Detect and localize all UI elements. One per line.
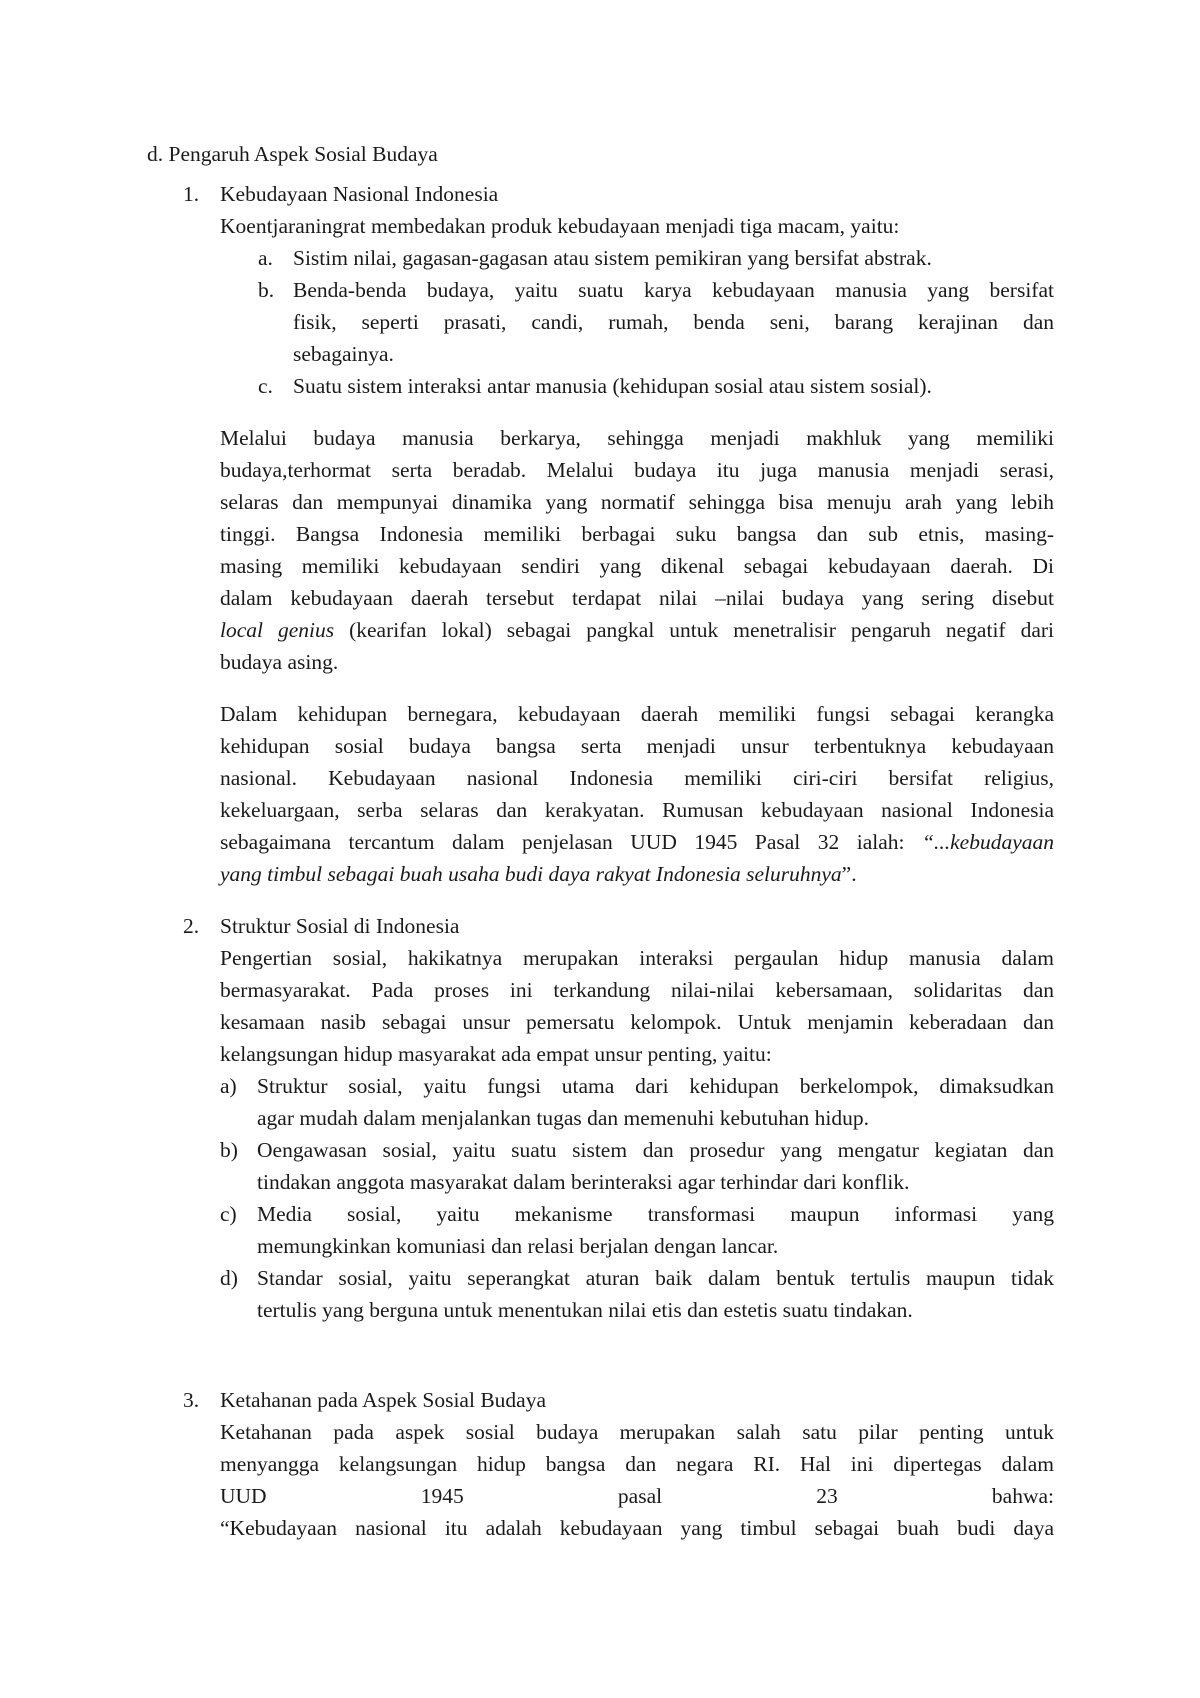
quote-text: yang timbul sebagai buah usaha budi daya rakyat Indonesia seluruhnya <box>220 862 842 886</box>
paragraph-line: “Kebudayaan nasional itu adalah kebudayaan yang timbul sebagai buah budi daya <box>220 1516 1054 1540</box>
subitem-label: d) <box>220 1266 238 1290</box>
subitem-line: Suatu sistem interaksi antar manusia (kehidupan sosial atau sistem sosial). <box>293 374 932 398</box>
item-intro-1: Koentjaraningrat membedakan produk kebudayaan menjadi tiga macam, yaitu: <box>220 214 900 238</box>
item-number-1: 1. <box>183 182 200 206</box>
subitem-line: tertulis yang berguna untuk menentukan nilai etis dan estetis suatu tindakan. <box>257 1298 913 1322</box>
subitem-label: c. <box>258 374 273 398</box>
subitem-line: fisik, seperti prasati, candi, rumah, benda seni, barang kerajinan dan <box>293 310 1054 334</box>
item-title-2: Struktur Sosial di Indonesia <box>220 914 460 938</box>
quote-start: “...kebudayaan <box>922 830 1054 854</box>
subitem-line: tindakan anggota masyarakat dalam berinteraksi agar terhindar dari konflik. <box>257 1170 910 1194</box>
subitem-label: c) <box>220 1202 237 1226</box>
quote-end: ”. <box>841 862 857 886</box>
subitem-line: Sistim nilai, gagasan-gagasan atau sistem pemikiran yang bersifat abstrak. <box>293 246 932 270</box>
paragraph-line: masing memiliki kebudayaan sendiri yang dikenal sebagai kebudayaan daerah. Di <box>220 554 1054 578</box>
paragraph-line: nasional. Kebudayaan nasional Indonesia memiliki ciri-ciri bersifat religius, <box>220 766 1054 790</box>
item-title-3: Ketahanan pada Aspek Sosial Budaya <box>220 1388 546 1412</box>
paragraph-text: sebagaimana tercantum dalam penjelasan UUD 1945 Pasal 32 ialah: <box>220 830 923 854</box>
paragraph-line: kekeluargaan, serba selaras dan kerakyatan. Rumusan kebudayaan nasional Indonesia <box>220 798 1054 822</box>
paragraph-line: Melalui budaya manusia berkarya, sehingga menjadi makhluk yang memiliki <box>220 426 1054 450</box>
subitem-line: agar mudah dalam menjalankan tugas dan memenuhi kebutuhan hidup. <box>257 1106 869 1130</box>
paragraph-line: bermasyarakat. Pada proses ini terkandung nilai-nilai kebersamaan, solidaritas dan <box>220 978 1054 1002</box>
paragraph-line: budaya asing. <box>220 650 339 674</box>
paragraph-line: Ketahanan pada aspek sosial budaya merupakan salah satu pilar penting untuk <box>220 1420 1054 1444</box>
subitem-line: memungkinkan komuniasi dan relasi berjalan dengan lancar. <box>257 1234 779 1258</box>
paragraph-line: kelangsungan hidup masyarakat ada empat unsur penting, yaitu: <box>220 1042 772 1066</box>
item-title-1: Kebudayaan Nasional Indonesia <box>220 182 499 206</box>
subitem-label: b) <box>220 1138 238 1162</box>
section-title: d. Pengaruh Aspek Sosial Budaya <box>147 142 438 166</box>
paragraph-line: Pengertian sosial, hakikatnya merupakan interaksi pergaulan hidup manusia dalam <box>220 946 1054 970</box>
paragraph-line: dalam kebudayaan daerah tersebut terdapat nilai –nilai budaya yang sering disebut <box>220 586 1054 610</box>
paragraph-line <box>220 614 1054 646</box>
subitem-line: Struktur sosial, yaitu fungsi utama dari kehidupan berkelompok, dimaksudkan <box>257 1074 1054 1098</box>
subitem-line: Oengawasan sosial, yaitu suatu sistem dan prosedur yang mengatur kegiatan dan <box>257 1138 1054 1162</box>
item-number-3: 3. <box>183 1388 200 1412</box>
subitem-line: Standar sosial, yaitu seperangkat aturan baik dalam bentuk tertulis maupun tidak <box>257 1266 1054 1290</box>
subitem-line: sebagainya. <box>293 342 394 366</box>
paragraph-line <box>220 826 1054 858</box>
subitem-line: Media sosial, yaitu mekanisme transformasi maupun informasi yang <box>257 1202 1054 1226</box>
subitem-line: Benda-benda budaya, yaitu suatu karya kebudayaan manusia yang bersifat <box>293 278 1054 302</box>
paragraph-line: menyangga kelangsungan hidup bangsa dan negara RI. Hal ini dipertegas dalam <box>220 1452 1054 1476</box>
paragraph-text: (kearifan lokal) sebagai pangkal untuk menetralisir pengaruh negatif dari <box>334 618 1054 642</box>
paragraph-line: Dalam kehidupan bernegara, kebudayaan daerah memiliki fungsi sebagai kerangka <box>220 702 1054 726</box>
subitem-label: a. <box>258 246 273 270</box>
subitem-label: a) <box>220 1074 237 1098</box>
italic-term: local genius <box>220 618 335 642</box>
subitem-label: b. <box>258 278 275 302</box>
paragraph-line: kehidupan sosial budaya bangsa serta menjadi unsur terbentuknya kebudayaan <box>220 734 1054 758</box>
paragraph-line <box>220 858 857 890</box>
paragraph-line: kesamaan nasib sebagai unsur pemersatu kelompok. Untuk menjamin keberadaan dan <box>220 1010 1054 1034</box>
paragraph-line: budaya,terhormat serta beradab. Melalui budaya itu juga manusia menjadi serasi, <box>220 458 1054 482</box>
paragraph-line: tinggi. Bangsa Indonesia memiliki berbagai suku bangsa dan sub etnis, masing- <box>220 522 1054 546</box>
paragraph-line: UUD 1945 pasal 23 bahwa: <box>220 1484 1054 1508</box>
item-number-2: 2. <box>183 914 200 938</box>
paragraph-line: selaras dan mempunyai dinamika yang normatif sehingga bisa menuju arah yang lebih <box>220 490 1054 514</box>
